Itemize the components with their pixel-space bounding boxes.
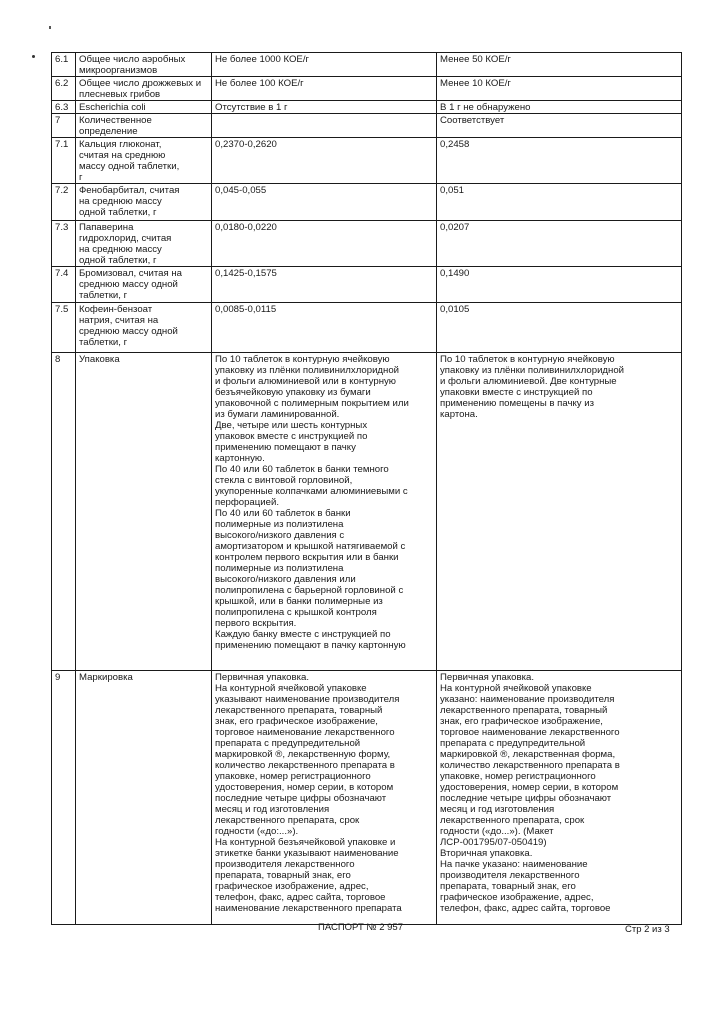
parameter-name: Фенобарбитал, считая на среднюю массу одной таблетки, г: [76, 184, 212, 221]
table-row: [52, 184, 682, 221]
table-row: [52, 353, 682, 671]
table-row: [52, 267, 682, 303]
parameter-name: Упаковка: [76, 353, 212, 671]
row-number: 6.2: [52, 77, 76, 101]
row-number: 6.1: [52, 53, 76, 77]
table-row: [52, 221, 682, 267]
result-value: 0,051: [437, 184, 682, 221]
spec-value: По 10 таблеток в контурную ячейковую упаковку из плёнки поливинилхлоридной и фольги алюминиевой или в контурную безъячейковую упаковку из бумаги упаковочной с полимерным покрытием или из бумаги ламинированной. Две, четыре или шесть контурных упаковок вместе с инструкцией по применению помещают в пачку картонную. По 40 или 60 таблеток в банки темного стекла с винтовой горловиной, укупоренные колпачками алюминиевыми с перфорацией. По 40 или 60 таблеток в банки полимерные из полиэтилена высокого/низкого давления с амортизатором и крышкой натягиваемой с контролем первого вскрытия или в банки полимерные из полиэтилена высокого/низкого давления или полипропилена с барьерной горловиной с крышкой, или в банки полимерные из полипропилена с крышкой контроля первого вскрытия. Каждую банку вместе с инструкцией по применению помещают в пачку картонную: [212, 353, 437, 671]
spec-value: 0,0180-0,0220: [212, 221, 437, 267]
result-value: 0,2458: [437, 138, 682, 184]
parameter-name: Escherichia coli: [76, 101, 212, 114]
table-row: [52, 77, 682, 101]
row-number: 7.1: [52, 138, 76, 184]
result-value: По 10 таблеток в контурную ячейковую упаковку из плёнки поливинилхлоридной и фольги алюминиевой. Две контурные упаковки вместе с инструкцией по применению помещены в пачку из картона.: [437, 353, 682, 671]
row-number: 7: [52, 114, 76, 138]
parameter-name: Бромизовал, считая на среднюю массу одной таблетки, г: [76, 267, 212, 303]
spec-value: [212, 114, 437, 138]
spec-value: 0,0085-0,0115: [212, 303, 437, 353]
page-counter: Стр 2 из 3: [625, 924, 670, 935]
row-number: 6.3: [52, 101, 76, 114]
parameter-name: Количественное определение: [76, 114, 212, 138]
result-value: Менее 10 КОЕ/г: [437, 77, 682, 101]
result-value: 0,0207: [437, 221, 682, 267]
row-number: 7.2: [52, 184, 76, 221]
table-row: [52, 303, 682, 353]
result-value: В 1 г не обнаружено: [437, 101, 682, 114]
spec-value: Не более 1000 КОЕ/г: [212, 53, 437, 77]
table-row: [52, 671, 682, 925]
row-number: 8: [52, 353, 76, 671]
parameter-name: Общее число аэробных микроорганизмов: [76, 53, 212, 77]
table-row: [52, 53, 682, 77]
specification-table: [51, 52, 682, 925]
table-row: [52, 114, 682, 138]
result-value: Менее 50 КОЕ/г: [437, 53, 682, 77]
result-value: 0,1490: [437, 267, 682, 303]
result-value: 0,0105: [437, 303, 682, 353]
parameter-name: Маркировка: [76, 671, 212, 925]
row-number: 7.4: [52, 267, 76, 303]
spec-value: Первичная упаковка. На контурной ячейковой упаковке указывают наименование производителя лекарственного препарата, товарный знак, его графическое изображение, торговое наименование лекарственного препарата с предупредительной маркировкой ®, лекарственную форму, количество лекарственного препарата в упаковке, номер регистрационного удостоверения, номер серии, в котором последние четыре цифры обозначают месяц и год изготовления лекарственного препарата, срок годности («до:...»). На контурной безъячейковой упаковке и этикетке банки указывают наименование производителя лекарственного препарата, товарный знак, его графическое изображение, адрес, телефон, факс, адрес сайта, торговое наименование лекарственного препарата: [212, 671, 437, 925]
table-row: [52, 101, 682, 114]
parameter-name: Кальция глюконат, считая на среднюю массу одной таблетки, г: [76, 138, 212, 184]
parameter-name: Общее число дрожжевых и плесневых грибов: [76, 77, 212, 101]
table-row: [52, 138, 682, 184]
spec-value: 0,045-0,055: [212, 184, 437, 221]
result-value: Первичная упаковка. На контурной ячейковой упаковке указано: наименование производителя лекарственного препарата, товарный знак, его графическое изображение, торговое наименование лекарственного препарата с предупредительной маркировкой ®, лекарственная форма, количество лекарственного препарата в упаковке, номер регистрационного удостоверения, номер серии, в котором последние четыре цифры обозначают месяц и год изготовления лекарственного препарата, срок годности («до...»). (Макет ЛСР-001795/07-050419) Вторичная упаковка. На пачке указано: наименование производителя лекарственного препарата, товарный знак, его графическое изображение, адрес, телефон, факс, адрес сайта, торговое: [437, 671, 682, 925]
spec-value: Отсутствие в 1 г: [212, 101, 437, 114]
row-number: 7.5: [52, 303, 76, 353]
scan-mark: [49, 26, 51, 29]
spec-value: Не более 100 КОЕ/г: [212, 77, 437, 101]
scan-dot: [32, 55, 35, 58]
row-number: 7.3: [52, 221, 76, 267]
row-number: 9: [52, 671, 76, 925]
passport-number: ПАСПОРТ № 2 957: [318, 922, 403, 933]
parameter-name: Кофеин-бензоат натрия, считая на среднюю массу одной таблетки, г: [76, 303, 212, 353]
spec-value: 0,2370-0,2620: [212, 138, 437, 184]
result-value: Соответствует: [437, 114, 682, 138]
spec-value: 0,1425-0,1575: [212, 267, 437, 303]
parameter-name: Папаверина гидрохлорид, считая на среднюю массу одной таблетки, г: [76, 221, 212, 267]
